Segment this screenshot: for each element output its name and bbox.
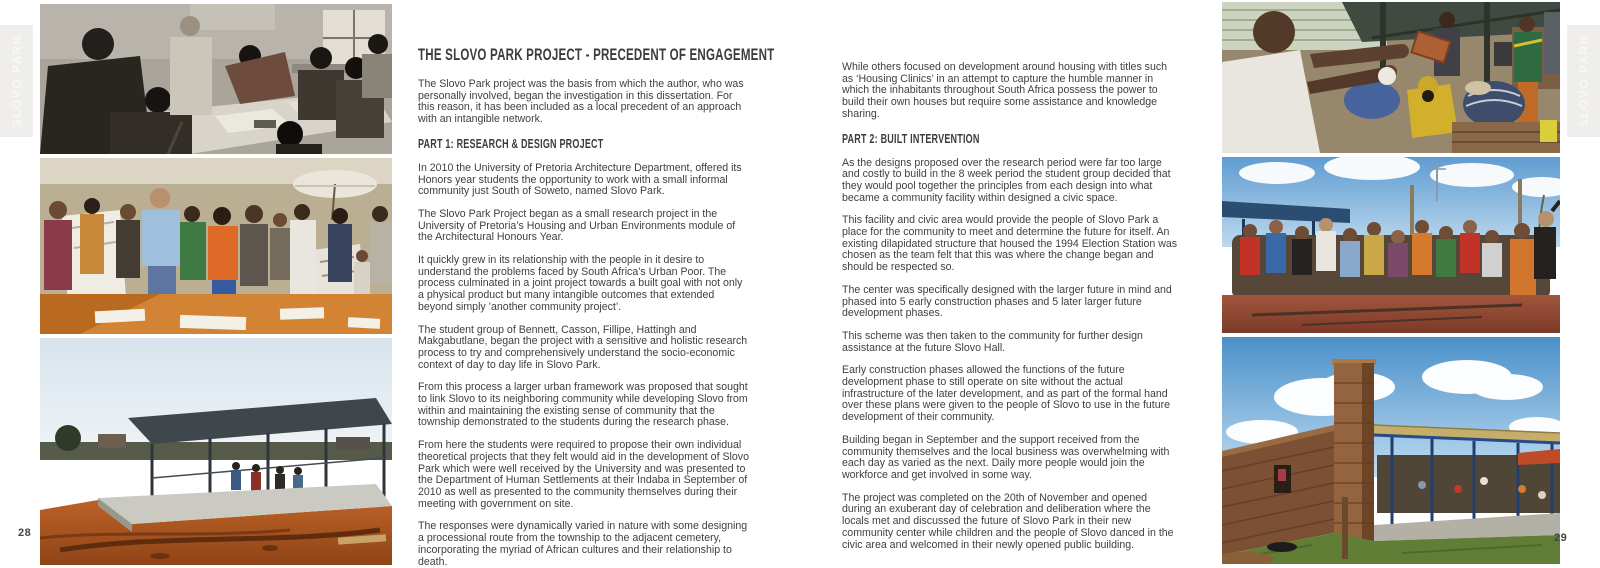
article-intro: The Slovo Park project was the basis from which the author, who was personally involved, began the investigation in this dissertation. For this reason, it has been included as a local precedent of an approach with an intangible network. — [418, 78, 744, 126]
left-edge-tab-watermark: SLOVO PARK — [9, 34, 24, 128]
photo-community-presentation — [40, 158, 392, 334]
part1-paragraph: The student group of Bennett, Casson, Fillipe, Hattingh and Makgabutlane, began the project with a sensitive and holistic research process to try and comprehensively understand the socio-economic context of day to day life in Slovo Park. — [418, 323, 748, 371]
part2-paragraph: Building began in September and the support received from the community themselves and the local business was overwhelming with each day as varied as the next. Daily more people would join the workforce and get involved in some way. — [842, 433, 1170, 481]
page-29-text-column — [842, 62, 1178, 551]
part1-heading: PART 1: RESEARCH & DESIGN PROJECT — [418, 136, 604, 151]
part1-paragraph: The Slovo Park Project began as a small research project in the University of Pretoria’s Housing and Urban Environments module of the Architectural Honours Year. — [418, 207, 736, 244]
photo-steel-frame-construction — [40, 338, 392, 565]
right-edge-tab — [1567, 25, 1600, 137]
photo-workshop-table-meeting — [40, 4, 392, 154]
completed-hall-photo-illustration — [1222, 337, 1560, 564]
part1-paragraph: It quickly grew in its relationship with the people in it desire to understand the problems faced by South Africa’s Urban Poor. The process culminated in a joint project towards a built goal with not only a physical product but many intangible outcomes that extended beyond simply ’another community project’. — [418, 254, 743, 313]
page-28-text-column — [418, 46, 775, 568]
brick-passing-photo-illustration — [1222, 2, 1560, 153]
part2-lead-paragraph: While others focused on development around housing with titles such as ‘Housing Clinics’ in an attempt to capture the humble manner in which the inhabitants throughout South Africa possess the power to build their own houses but require some assistance and knowledge sharing. — [842, 61, 1168, 120]
workshop-photo-illustration — [40, 4, 392, 154]
left-photo-column — [40, 4, 392, 565]
part2-paragraph: This facility and civic area would provide the people of Slovo Park a place for the community to meet and determine the future for itself. An existing dilapidated structure that housed the 1994 Election Station was chosen as the team felt that this was where the change began and should be respected so. — [842, 214, 1178, 274]
photo-brick-passing-workforce — [1222, 2, 1560, 153]
part1-paragraph: In 2010 the University of Pretoria Architecture Department, offered its Honors year students the opportunity to work with a small informal community just South of Soweto, named Slovo Park. — [418, 161, 742, 198]
presentation-photo-illustration — [40, 158, 392, 334]
part2-heading: PART 2: BUILT INTERVENTION — [842, 131, 980, 146]
part2-paragraph: The project was completed on the 20th of November and opened during an exuberant day of celebration and deliberation where the locals met and discussed the future of Slovo Park in their new community center while children and the people of Slovo danced in the civic area and welcomed in their newly opened public building. — [842, 491, 1174, 551]
left-edge-tab — [0, 25, 33, 137]
part1-paragraph: From this process a larger urban framework was proposed that sought to link Slovo to its neighboring community while developing Slovo from within and maintaining the existing sense of community that the township demonstrated to the students during the research phase. — [418, 381, 748, 429]
part2-paragraph: Early construction phases allowed the functions of the future development phase to still operate on site without the actual infrastructure of the later development, and as part of the formal hand over these plans were given to the people of Slovo to use in the future development of their community. — [842, 364, 1171, 424]
part2-paragraph: This scheme was then taken to the community for further design assistance at the future Slovo Hall. — [842, 329, 1143, 354]
photo-community-group — [1222, 157, 1560, 333]
construction-photo-illustration — [40, 338, 392, 565]
article-title: THE SLOVO PARK PROJECT - PRECEDENT OF ENGAGEMENT — [418, 46, 775, 64]
part2-paragraph: As the designs proposed over the research period were far too large and costly to build in the 8 week period the student group decided that they would pool together the principles from each design into what became a community facility within designed a civic space. — [842, 156, 1171, 204]
right-edge-tab-watermark: SLOVO PARK — [1576, 34, 1591, 128]
photo-completed-community-hall — [1222, 337, 1560, 564]
group-photo-illustration — [1222, 157, 1560, 333]
left-page-number: 28 — [18, 527, 32, 539]
part1-paragraph: The responses were dynamically varied in nature with some designing a processional route from the township to the adjacent cemetery, incorporating the myriad of African cultures and their relationship to death. — [418, 520, 748, 568]
right-photo-column — [1222, 2, 1560, 564]
part1-paragraph: From here the students were required to propose their own individual theoretical projects that they felt would aid in the development of Slovo Park which were well received by the University and was presented to the Department of Human Settlements at their Indaba in September of 2010 as well as presented to the community themselves during their meeting with government on site. — [418, 439, 749, 510]
right-page-number: 29 — [1554, 532, 1568, 544]
part2-paragraph: The center was specifically designed with the larger future in mind and phased into 5 early construction phases and 5 later larger future development phases. — [842, 283, 1172, 320]
